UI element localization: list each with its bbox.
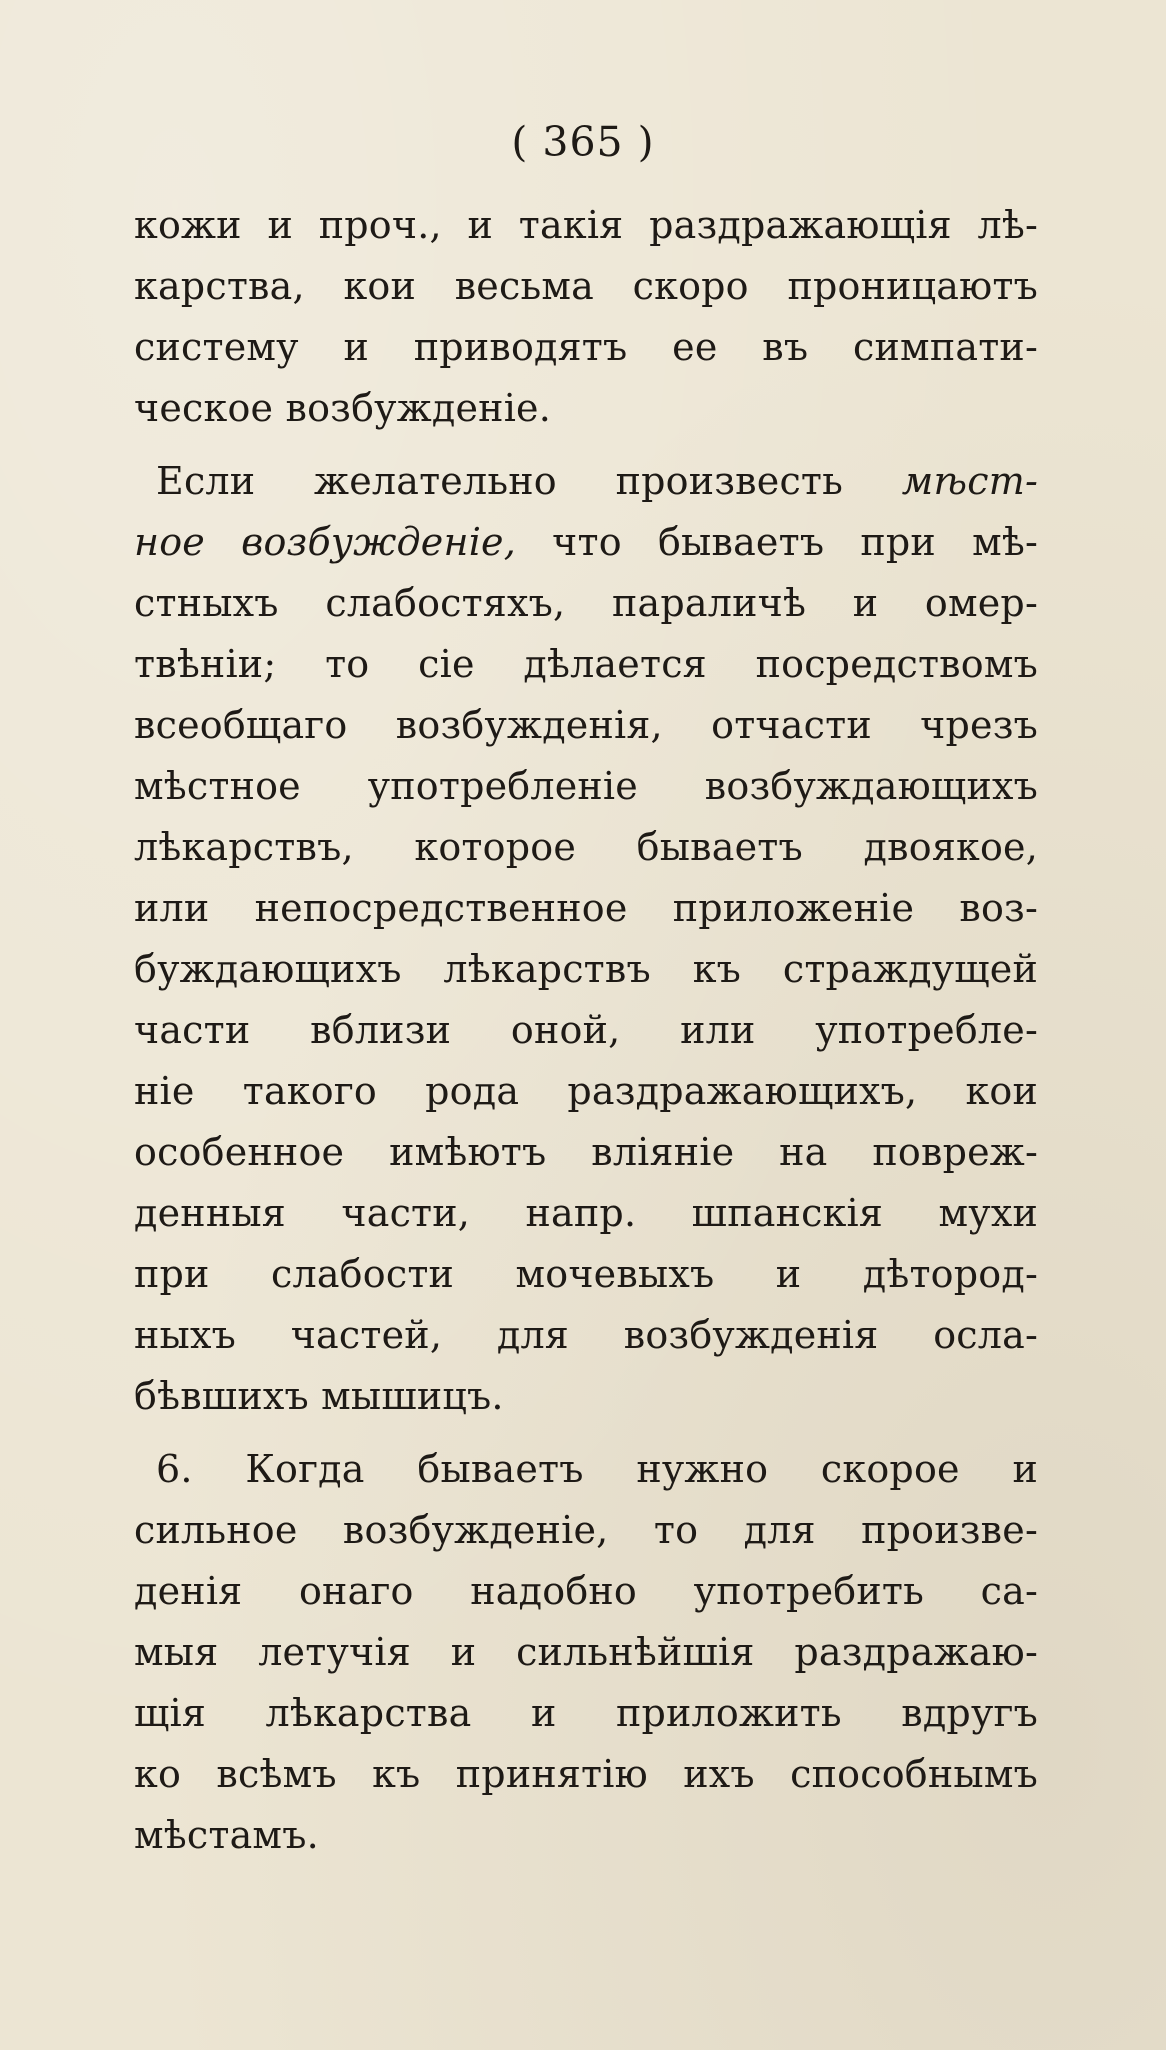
- text-line: щія лѣкарства и приложить вдругъ: [134, 1691, 1038, 1735]
- text-line: ческое возбужденіе.: [134, 386, 552, 430]
- text-line: стныхъ слабостяхъ, параличѣ и омер-: [134, 581, 1038, 625]
- text-line: 6. Когда бываетъ нужно скорое и: [156, 1447, 1038, 1491]
- body-text: [134, 195, 1038, 1866]
- text-line: бѣвшихъ мышицъ.: [134, 1374, 504, 1418]
- text-line: при слабости мочевыхъ и дѣтород-: [134, 1252, 1038, 1296]
- text-line: [134, 512, 1038, 573]
- text-line: карства, кои весьма скоро проницаютъ: [134, 264, 1038, 308]
- italic-term: ное возбужденіе,: [134, 520, 517, 564]
- text-line: мѣстное употребленіе возбуждающихъ: [134, 764, 1038, 808]
- text-line: кожи и проч., и такія раздражающія лѣ-: [134, 203, 1038, 247]
- text-line: или непосредственное приложеніе воз-: [134, 886, 1038, 930]
- text-line: ныхъ частей, для возбужденія осла-: [134, 1313, 1038, 1357]
- text-line: [134, 451, 1038, 512]
- text-line: твѣніи; то сіе дѣлается посредствомъ: [134, 642, 1038, 686]
- italic-term: мѣст-: [901, 459, 1038, 503]
- text-line: ніе такого рода раздражающихъ, кои: [134, 1069, 1038, 1113]
- page-number: ( 365 ): [511, 118, 655, 166]
- text-run: Если желательно произвесть: [156, 459, 902, 503]
- text-line: сильное возбужденіе, то для произве-: [134, 1508, 1038, 1552]
- text-line: мѣстамъ.: [134, 1813, 319, 1857]
- text-line: систему и приводятъ ее въ симпати-: [134, 325, 1038, 369]
- text-line: буждающихъ лѣкарствъ къ страждущей: [134, 947, 1038, 991]
- text-line: всеобщаго возбужденія, отчасти чрезъ: [134, 703, 1038, 747]
- text-line: лѣкарствъ, которое бываетъ двоякое,: [134, 825, 1038, 869]
- text-line: денныя части, напр. шпанскія мухи: [134, 1191, 1038, 1235]
- text-line: особенное имѣютъ вліяніе на повреж-: [134, 1130, 1038, 1174]
- text-line: части вблизи оной, или употребле-: [134, 1008, 1038, 1052]
- text-line: ко всѣмъ къ принятію ихъ способнымъ: [134, 1752, 1038, 1796]
- text-line: денія онаго надобно употребить са-: [134, 1569, 1038, 1613]
- text-run: что бываетъ при мѣ-: [516, 520, 1038, 564]
- text-line: мыя летучія и сильнѣйшія раздражаю-: [134, 1630, 1038, 1674]
